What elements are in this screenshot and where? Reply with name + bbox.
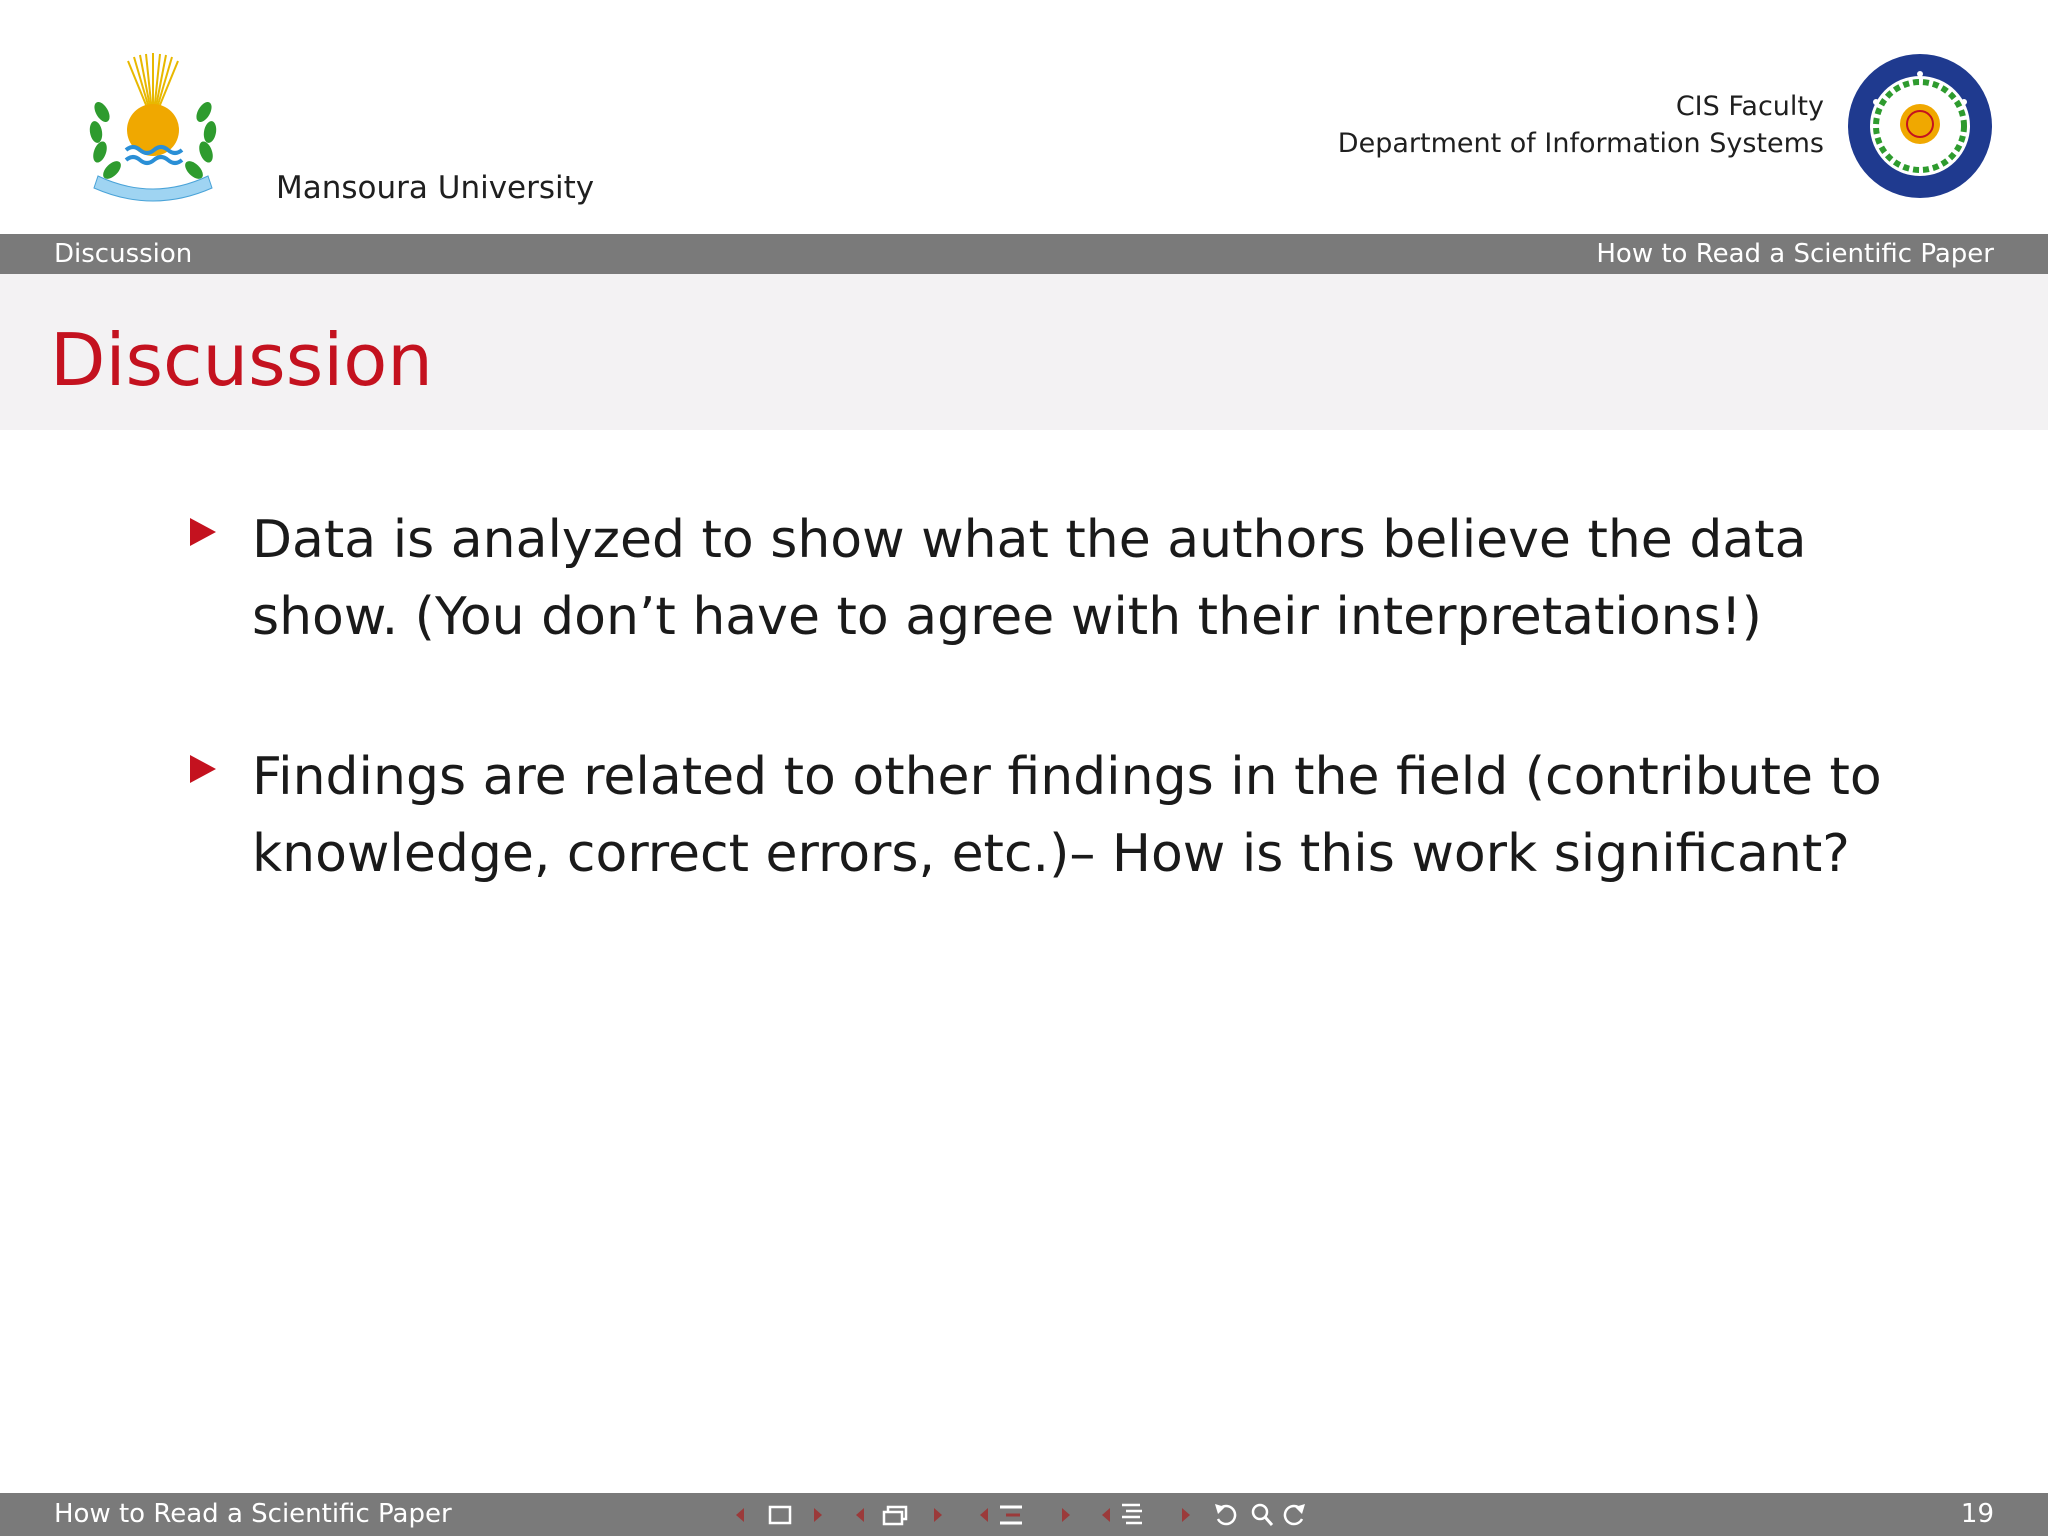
- faculty-name: CIS Faculty: [1675, 91, 1824, 122]
- top-navigation-bar: [0, 234, 2048, 274]
- mansoura-university-logo-icon: [84, 52, 222, 204]
- presentation-title-top[interactable]: How to Read a Scientific Paper: [1596, 239, 1994, 269]
- department-name: Department of Information Systems: [1337, 128, 1824, 159]
- next-frame-icon[interactable]: [814, 1508, 822, 1522]
- search-icon[interactable]: [1253, 1505, 1272, 1525]
- next-section-icon[interactable]: [1062, 1508, 1070, 1522]
- section-icon[interactable]: [1000, 1507, 1022, 1523]
- back-icon[interactable]: [1215, 1504, 1235, 1524]
- prev-subsection-icon[interactable]: [856, 1508, 864, 1522]
- prev-toc-icon[interactable]: [1102, 1508, 1110, 1522]
- bullet-triangle-icon: [190, 755, 216, 783]
- page-number: 19: [1960, 1499, 1994, 1529]
- next-subsection-icon[interactable]: [934, 1508, 942, 1522]
- presentation-title-footer: How to Read a Scientific Paper: [54, 1499, 452, 1529]
- footer-bar: [0, 1493, 2048, 1536]
- bullet-triangle-icon: [190, 518, 216, 546]
- subsection-icon[interactable]: [884, 1507, 906, 1524]
- slide-title-band: [0, 274, 2048, 430]
- forward-icon[interactable]: [1285, 1504, 1305, 1524]
- cis-faculty-logo-icon: [1846, 52, 1994, 200]
- slide-title: Discussion: [50, 318, 433, 402]
- frame-icon[interactable]: [770, 1507, 790, 1523]
- slide-header: [0, 0, 2048, 234]
- university-name: Mansoura University: [276, 170, 595, 206]
- beamer-navigation-controls: [730, 1497, 1330, 1533]
- current-section[interactable]: Discussion: [54, 239, 193, 269]
- prev-frame-icon[interactable]: [736, 1508, 744, 1522]
- bullet-text: Data is analyzed to show what the authors believe the data show. (You don’t have to agree with their interpretations!): [252, 510, 1807, 647]
- faculty-info: [1338, 88, 1824, 162]
- toc-icon[interactable]: [1122, 1505, 1142, 1523]
- prev-section-icon[interactable]: [980, 1508, 988, 1522]
- slide-content: [0, 430, 2048, 1493]
- bullet-text: Findings are related to other findings in the field (contribute to knowledge, correct errors, etc.)– How is this work significant?: [252, 747, 1882, 884]
- next-toc-icon[interactable]: [1182, 1508, 1190, 1522]
